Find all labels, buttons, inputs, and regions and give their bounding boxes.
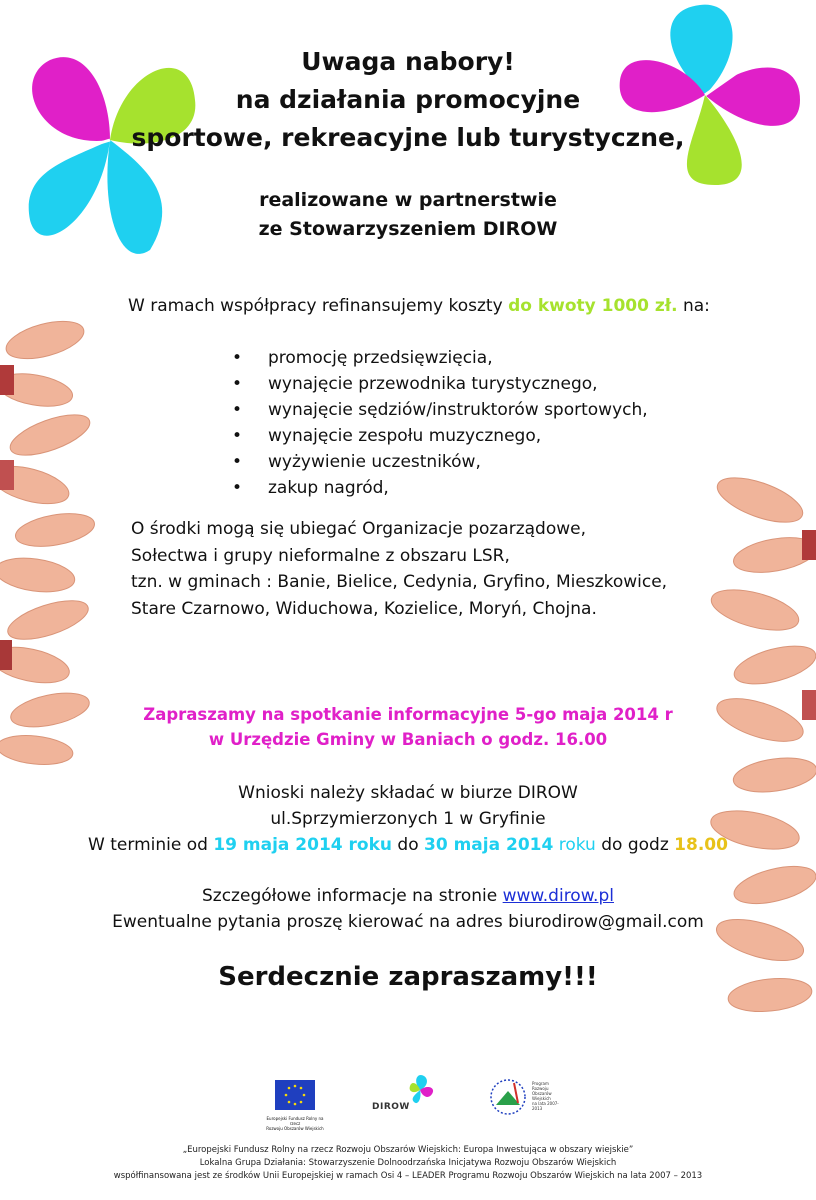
- bullet-symbol: •: [232, 348, 243, 368]
- date-to-rest: roku: [553, 835, 596, 855]
- eu-caption-line: Rozwoju Obszarów Wiejskich: [266, 1126, 324, 1131]
- list-item-text: wyżywienie uczestników,: [268, 452, 481, 472]
- prow-caption-line: Rozwoju: [532, 1086, 549, 1091]
- list-item: [232, 345, 648, 371]
- meeting-line-1: Zapraszamy na spotkanie informacyjne 5-go maja 2014 r: [143, 705, 673, 724]
- title-line-3: sportowe, rekreacyjne lub turystyczne,: [131, 123, 685, 152]
- list-item: [232, 449, 648, 475]
- prow-caption: [532, 1081, 566, 1111]
- title-line-2: na działania promocyjne: [235, 85, 581, 114]
- eligibility-paragraph: [131, 516, 667, 622]
- prow-caption-line: Program: [532, 1081, 549, 1086]
- footer-line-1: „Europejski Fundusz Rolny na rzecz Rozwoju Obszarów Wiejskich: Europa Inwestująca w obszary wiejskie”: [182, 1145, 634, 1155]
- bullet-symbol: •: [232, 478, 243, 498]
- bullet-symbol: •: [232, 426, 243, 446]
- intro-prefix: W ramach współpracy refinansujemy koszty: [128, 296, 509, 316]
- list-item: [232, 397, 648, 423]
- eu-flag-icon: [275, 1080, 315, 1110]
- bullet-symbol: •: [232, 452, 243, 472]
- amount-highlight: do kwoty 1000 zł.: [508, 296, 678, 316]
- title-line-1: Uwaga nabory!: [301, 47, 515, 76]
- eu-logo: [266, 1080, 324, 1131]
- bullet-symbol: •: [232, 400, 243, 420]
- info-line: [0, 883, 816, 909]
- eligibility-line: O środki mogą się ubiegać Organizacje pozarządowe,: [131, 519, 587, 539]
- prow-logo: [486, 1075, 566, 1120]
- submission-line-2: ul.Sprzymierzonych 1 w Gryfinie: [270, 809, 546, 829]
- date-from: 19 maja 2014 roku: [213, 835, 393, 855]
- list-item-text: zakup nagród,: [268, 478, 389, 498]
- term-prefix: W terminie od: [88, 835, 214, 855]
- date-to: 30 maja 2014: [424, 835, 554, 855]
- prow-caption-line: na lata 2007-2013: [532, 1101, 559, 1111]
- website-link[interactable]: www.dirow.pl: [502, 886, 614, 906]
- meeting-line-2: w Urzędzie Gminy w Baniach o godz. 16.00: [208, 730, 608, 749]
- footer: [0, 1144, 816, 1183]
- list-item-text: wynajęcie przewodnika turystycznego,: [268, 374, 598, 394]
- partner-line-2: ze Stowarzyszeniem DIROW: [258, 218, 558, 240]
- list-item-text: wynajęcie sędziów/instruktorów sportowych,: [268, 400, 648, 420]
- partner-line-1: realizowane w partnerstwie: [259, 189, 557, 211]
- eligibility-line: Stare Czarnowo, Widuchowa, Kozielice, Moryń, Chojna.: [131, 598, 597, 619]
- cost-list: [232, 345, 648, 501]
- prow-caption-line: Obszarów: [532, 1091, 552, 1096]
- list-item: [232, 423, 648, 449]
- deadline-hour: 18.00: [674, 835, 728, 855]
- eu-caption: [265, 1116, 325, 1131]
- eligibility-line: tzn. w gminach : Banie, Bielice, Cedynia, Gryfino, Mieszkowice,: [131, 572, 668, 592]
- contact-line: Ewentualne pytania proszę kierować na adres biurodirow@gmail.com: [112, 912, 704, 932]
- submission-line-1: Wnioski należy składać w biurze DIROW: [238, 783, 578, 803]
- prow-emblem-icon: [486, 1075, 530, 1117]
- dirow-label: DIROW: [372, 1102, 410, 1112]
- term-suffix: do godz: [595, 835, 675, 855]
- footer-line-3: współfinansowana jest ze środków Unii Europejskiej w ramach Osi 4 – LEADER Programu Rozwoju Obszarów Wiejskich na lata 2007 – 2013: [113, 1171, 703, 1181]
- bullet-symbol: •: [232, 374, 243, 394]
- list-item-text: promocję przedsięwzięcia,: [268, 348, 493, 368]
- eligibility-line: Sołectwa i grupy nieformalne z obszaru LSR,: [131, 545, 510, 566]
- dirow-logo: [372, 1072, 436, 1116]
- eu-caption-line: Europejski Fundusz Rolny na rzecz: [266, 1116, 324, 1126]
- list-item: [232, 475, 648, 501]
- hands-illustration-left: [0, 310, 105, 770]
- list-item: [232, 371, 648, 397]
- prow-caption-line: Wiejskich: [532, 1096, 551, 1101]
- term-mid: do: [392, 835, 425, 855]
- closing-text: Serdecznie zapraszamy!!!: [218, 962, 598, 992]
- footer-line-2: Lokalna Grupa Działania: Stowarzyszenie Dolnoodrzańska Inicjatywa Rozwoju Obszarów Wiejskich: [199, 1158, 617, 1168]
- intro-text: [128, 293, 710, 319]
- intro-suffix: na:: [677, 296, 710, 316]
- hands-illustration-right: [690, 470, 816, 1040]
- submission-term: [0, 832, 816, 858]
- list-item-text: wynajęcie zespołu muzycznego,: [268, 426, 542, 446]
- info-prefix: Szczegółowe informacje na stronie: [202, 886, 503, 906]
